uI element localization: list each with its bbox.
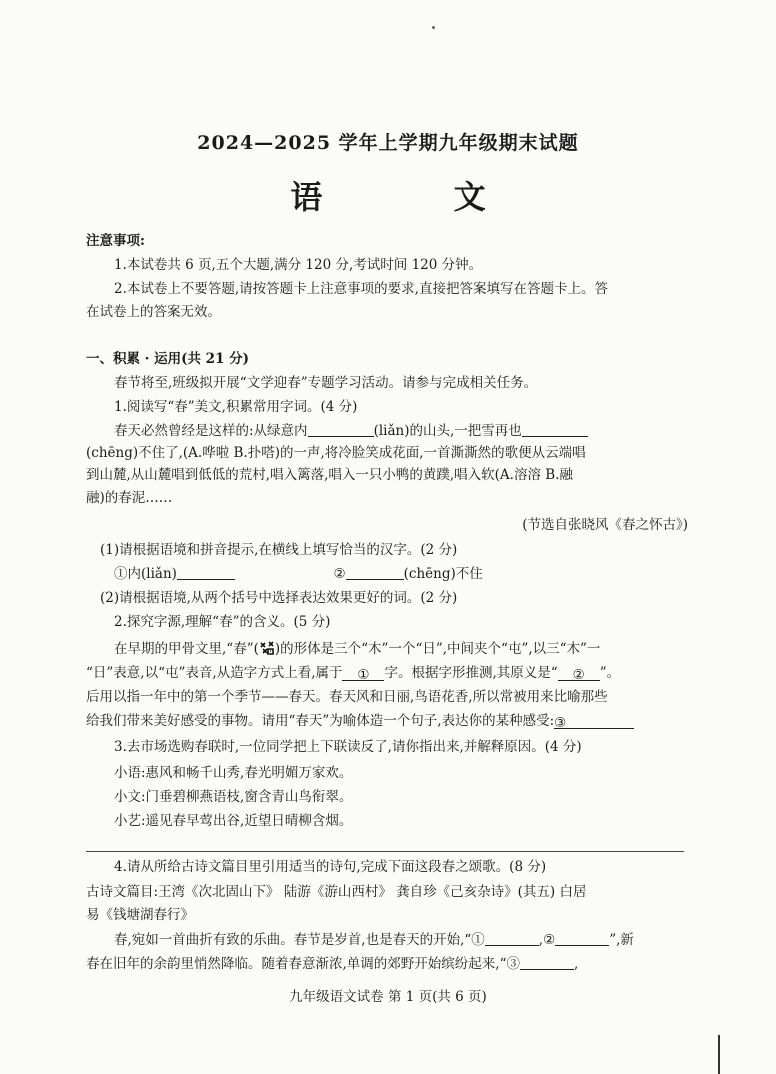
scan-edge-mark bbox=[718, 1035, 720, 1074]
q1-source: (节选自张晓风《春之怀古》) bbox=[522, 517, 688, 533]
q1-stem: 1.阅读写“春”美文,积累常用字词。(4 分) bbox=[114, 399, 358, 415]
q1-passage-line-1 bbox=[114, 422, 588, 440]
q1-passage-line-4: 融)的春泥…… bbox=[86, 490, 173, 506]
section-1-intro: 春节将至,班级拟开展“文学迎春”专题学习活动。请参与完成相关任务。 bbox=[114, 375, 538, 391]
q2-blank-3: ③ bbox=[554, 714, 634, 729]
q1-sub-2: (2)请根据语境,从两个括号中选择表达效果更好的词。(2 分) bbox=[100, 590, 458, 606]
q1-sub-1-options bbox=[114, 565, 483, 583]
q1-passage-line-2: (chēng)不住了,(A.哗啦 B.扑嗒)的一声,将冷脸笑成花面,一首澌澌然的歌便从云端唱 bbox=[86, 445, 586, 461]
q1-sub-1: (1)请根据语境和拼音提示,在横线上填写恰当的汉字。(2 分) bbox=[100, 542, 458, 558]
q1-passage-part-a: 春天必然曾经是这样的:从绿意内 bbox=[114, 423, 308, 439]
q2-line-2b: 字。根据字形推测,其原义是“ bbox=[384, 665, 558, 681]
exam-title: 2024—2025 学年上学期九年级期末试题 bbox=[197, 132, 579, 154]
q1-blank-cheng bbox=[522, 422, 588, 437]
q2-line-2 bbox=[86, 664, 620, 682]
q2-line-1 bbox=[114, 640, 600, 658]
q4-stem: 4.请从所给古诗文篇目里引用适当的诗句,完成下面这段春之颂歌。(8 分) bbox=[114, 859, 547, 875]
q2-line-2a: “日”表意,以“屯”表音,从造字方式上看,属于 bbox=[86, 665, 343, 681]
q1-opt-1-blank bbox=[177, 565, 235, 580]
q2-line-1b: )的形体是三个“木”一个“日”,中间夹个“屯”,以三“木”一 bbox=[274, 641, 601, 657]
q4-paragraph-line-1 bbox=[114, 931, 634, 949]
q2-line-1a: 在早期的甲骨文里,“春”( bbox=[114, 641, 259, 657]
q1-passage-line-3: 到山麓,从山麓唱到低低的荒村,唱入篱落,唱入一只小鸭的黄蹼,唱入软(A.溶溶 B.融 bbox=[86, 467, 573, 483]
q1-passage-part-b: (liǎn)的山头,一把雪再也 bbox=[373, 423, 522, 439]
q4-p1a: 春,宛如一首曲折有致的乐曲。春节是岁首,也是春天的开始,“① bbox=[114, 932, 485, 948]
q4-p1b: ,② bbox=[538, 932, 556, 948]
section-1-heading: 一、积累 · 运用(共 21 分) bbox=[86, 351, 250, 367]
q3-option-c: 小艺:遥见春早莺出谷,近望日晴柳含烟。 bbox=[114, 813, 353, 829]
q4-blank-1 bbox=[485, 931, 539, 946]
q3-option-b: 小文:门垂碧柳燕语枝,窗含青山鸟衔翠。 bbox=[114, 789, 353, 805]
q1-opt-1: ①内(liǎn) bbox=[114, 566, 177, 582]
q4-p2a: 春在旧年的余韵里悄然降临。随着春意渐浓,单调的郊野开始缤纷起来,“③ bbox=[86, 956, 520, 972]
q2-line-2c: ”。 bbox=[599, 665, 621, 681]
q4-paragraph-line-2 bbox=[86, 955, 578, 973]
notes-item-1: 1.本试卷共 6 页,五个大题,满分 120 分,考试时间 120 分钟。 bbox=[114, 257, 483, 273]
scan-speck bbox=[432, 26, 435, 29]
notes-item-2a: 2.本试卷上不要答题,请按答题卡上注意事项的要求,直接把答案填写在答题卡上。答 bbox=[114, 281, 608, 297]
q3-option-a: 小语:惠风和畅千山秀,春光明媚万家欢。 bbox=[114, 765, 353, 781]
q3-stem: 3.去市场选购春联时,一位同学把上下联读反了,请你指出来,并解释原因。(4 分) bbox=[114, 739, 582, 755]
q4-p2b: , bbox=[573, 956, 579, 972]
exam-subject: 语 文 bbox=[290, 178, 546, 216]
notes-heading: 注意事项: bbox=[86, 233, 145, 249]
q1-blank-lian bbox=[308, 422, 374, 437]
oracle-bone-chun-glyph bbox=[259, 641, 275, 655]
q4-blank-3 bbox=[520, 955, 574, 970]
q2-line-4a: 给我们带来美好感受的事物。请用“春天”为喻体造一个句子,表达你的某种感受: bbox=[86, 713, 555, 729]
q1-opt-2-blank bbox=[346, 565, 404, 580]
page-footer: 九年级语文试卷 第 1 页(共 6 页) bbox=[289, 989, 487, 1005]
q2-line-4 bbox=[86, 712, 634, 730]
q4-p1c: ”,新 bbox=[609, 932, 634, 948]
q2-blank-2: ② bbox=[558, 666, 600, 681]
q2-line-3: 后用以指一年中的第一个季节——春天。春天风和日丽,鸟语花香,所以常被用来比喻那些 bbox=[86, 689, 608, 705]
q4-list-line-2: 易《钱塘湖春行》 bbox=[86, 907, 194, 923]
q1-opt-2-text: (chēng)不住 bbox=[403, 566, 483, 582]
q2-stem: 2.探究字源,理解“春”的含义。(5 分) bbox=[114, 614, 331, 630]
divider-line bbox=[86, 851, 684, 852]
q4-blank-2 bbox=[555, 931, 609, 946]
q1-opt-2-label: ② bbox=[333, 566, 346, 582]
q2-blank-1: ① bbox=[342, 666, 384, 681]
q4-list-line-1: 古诗文篇目:王湾《次北固山下》 陆游《游山西村》 龚自珍《己亥杂诗》(其五) 白居 bbox=[86, 884, 587, 900]
notes-item-2b: 在试卷上的答案无效。 bbox=[86, 304, 221, 320]
